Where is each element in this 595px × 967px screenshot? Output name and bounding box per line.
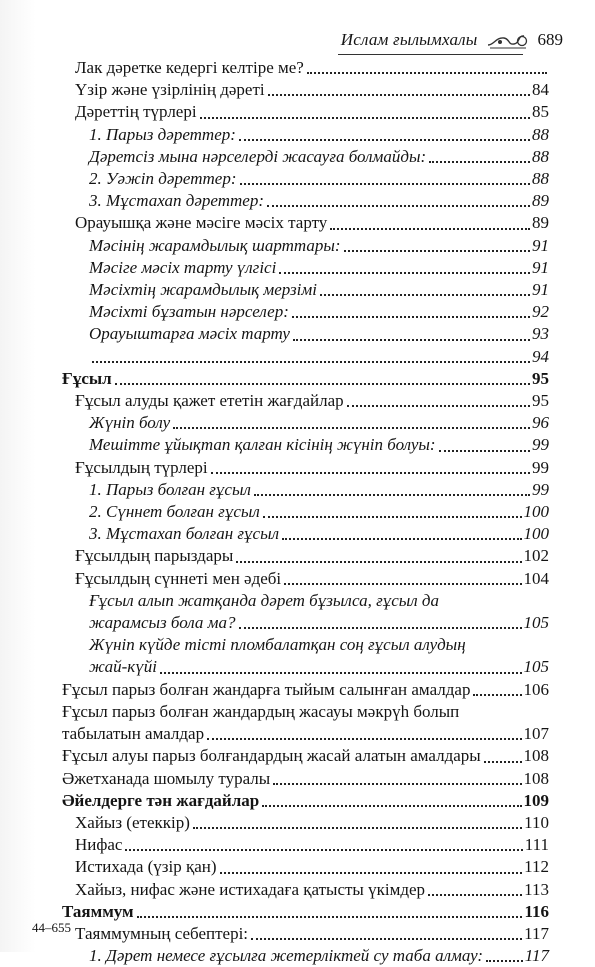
dot-leader — [263, 516, 522, 518]
toc-entry — [62, 879, 549, 901]
toc-entry-title: Ғұсыл парыз болған жандардың жасауы мәкрүһ болып — [62, 701, 460, 721]
toc-entry — [62, 945, 549, 967]
dot-leader — [268, 94, 530, 96]
toc-entry-title: 3. Мұстахап болған ғұсыл — [89, 524, 279, 544]
toc-entry-title: Мәсіге мәсіх тарту үлгісі — [89, 257, 277, 277]
toc-entry — [62, 124, 549, 146]
toc-entry-title: Ғұсыл алуды қажет ететін жағдайлар — [75, 391, 344, 411]
toc-entry-page: 89 — [532, 191, 549, 211]
toc-entry-page: 105 — [523, 613, 549, 633]
dot-leader — [262, 805, 521, 807]
toc-entry-title: Мешітте ұйықтап қалған кісінің жүніп болуы: — [89, 435, 436, 455]
dot-leader — [125, 849, 522, 851]
dot-leader — [220, 872, 523, 874]
toc-entry-title: Лак дәретке кедергі келтіре ме? — [75, 58, 304, 77]
toc-entry — [62, 212, 549, 234]
toc-entry-page: 116 — [524, 901, 549, 921]
toc-entry-title: Ғұсыл алып жатқанда дәрет бұзылса, ғұсыл да — [89, 590, 440, 610]
toc-entry — [62, 57, 549, 79]
toc-entry-title: Таяммумның себептері: — [75, 923, 249, 943]
toc-entry-page: 88 — [532, 124, 549, 144]
dot-leader — [284, 583, 521, 585]
dot-leader — [254, 494, 530, 496]
dot-leader — [267, 205, 530, 207]
toc-entry — [62, 412, 549, 434]
toc-entry-page: 88 — [532, 169, 549, 189]
header-rule — [338, 54, 523, 55]
toc-entry-title: 2. Уәжіп дәреттер: — [89, 169, 237, 189]
toc-entry — [62, 457, 549, 479]
toc-entry-title: Ғұсылдың сүннеті мен әдебі — [75, 568, 282, 588]
toc-entry — [62, 812, 549, 834]
toc-entry — [62, 568, 549, 590]
dot-leader — [137, 916, 523, 918]
dot-leader — [347, 405, 530, 407]
toc-entry-title: Әйелдерге тән жағдайлар — [62, 790, 260, 810]
dot-leader — [320, 294, 530, 296]
toc-entry-page: 99 — [532, 435, 549, 455]
toc-entry-page: 117 — [524, 946, 549, 966]
toc-entry-title: Мәсінің жарамдылық шарттары: — [89, 235, 341, 255]
dot-leader — [344, 250, 530, 252]
dot-leader — [279, 272, 530, 274]
toc-entry-page: 109 — [523, 790, 549, 810]
toc-entry-page: 91 — [532, 280, 549, 300]
toc-entry — [62, 523, 549, 545]
toc-entry-title: табылатын амалдар — [62, 724, 205, 744]
toc-entry — [62, 901, 549, 923]
toc-entry-title: Ғұсыл алуы парыз болғандардың жасай алатын амалдары — [62, 746, 481, 766]
toc-entry — [62, 856, 549, 878]
toc-entry-page: 112 — [524, 857, 549, 877]
toc-entry-title: Дәреттің түрлері — [75, 102, 197, 122]
toc-entry — [62, 235, 549, 257]
toc-entry-title: 1. Парыз дәреттер: — [89, 124, 236, 144]
page-number: 689 — [537, 30, 563, 49]
dot-leader — [239, 627, 522, 629]
dot-leader — [236, 561, 521, 563]
toc-entry-page: 84 — [532, 80, 549, 100]
toc-entry-title: 1. Дәрет немесе ғұсылға жетерліктей су таба алмау: — [89, 946, 484, 966]
toc-entry-title: Мәсіхтің жарамдылық мерзімі — [89, 280, 317, 300]
dot-leader — [473, 694, 521, 696]
toc-entry-page: 113 — [524, 879, 549, 899]
toc-entry — [62, 612, 549, 634]
dot-leader — [207, 738, 521, 740]
toc-entry-page: 85 — [532, 102, 549, 122]
toc-entry-page: 96 — [532, 413, 549, 433]
toc-entry-title: жай-күйі — [89, 657, 157, 677]
toc-entry-title: 3. Мұстахап дәреттер: — [89, 191, 264, 211]
toc-entry — [62, 923, 549, 945]
dot-leader — [330, 228, 530, 230]
toc-entry — [62, 279, 549, 301]
toc-entry — [62, 190, 549, 212]
toc-entry — [62, 768, 549, 790]
dot-leader — [173, 427, 530, 429]
toc-entry-title: Хайыз (етеккір) — [75, 812, 190, 832]
toc-entry-title: Мәсіхті бұзатын нәрселер: — [89, 302, 289, 322]
toc-entry-page: 91 — [532, 235, 549, 255]
toc-entry — [62, 301, 549, 323]
dot-leader — [92, 361, 530, 363]
toc-entry — [62, 79, 549, 101]
dot-leader — [292, 316, 530, 318]
toc-entry-page: 100 — [523, 524, 549, 544]
toc-entry-title: Истихада (үзір қан) — [75, 857, 217, 877]
toc-entry — [62, 834, 549, 856]
toc-entry-title: жарамсыз бола ма? — [89, 613, 236, 633]
toc-entry-page: 95 — [532, 391, 549, 411]
toc-entry-title: Ғұсыл — [62, 368, 112, 388]
toc-entry — [62, 368, 549, 390]
dot-leader — [115, 383, 530, 385]
table-of-contents — [62, 57, 549, 967]
print-code: 44–655 — [32, 920, 71, 935]
dot-leader — [200, 117, 530, 119]
toc-entry-page: 99 — [532, 457, 549, 477]
toc-entry — [62, 434, 549, 456]
toc-entry — [62, 634, 549, 656]
dot-leader — [429, 161, 530, 163]
toc-entry-title: Жүніп болу — [89, 413, 171, 433]
toc-entry-title: 1. Парыз болған ғұсыл — [89, 479, 251, 499]
toc-entry-page: 102 — [523, 546, 549, 566]
toc-entry-page: 93 — [532, 324, 549, 344]
toc-entry-title: Жүніп күйде тісті пломбалатқан соң ғұсыл алудың — [89, 635, 466, 655]
toc-entry-page: 117 — [524, 923, 549, 943]
toc-entry-page: 108 — [523, 746, 549, 766]
dot-leader — [486, 960, 523, 962]
dot-leader — [239, 139, 530, 141]
toc-entry — [62, 590, 549, 612]
toc-entry — [62, 479, 549, 501]
toc-entry-title: Орауыштарға мәсіх тарту — [89, 324, 290, 344]
toc-entry-page: 104 — [523, 568, 549, 588]
toc-entry — [62, 501, 549, 523]
dot-leader — [428, 894, 522, 896]
ornament-icon — [486, 29, 528, 51]
toc-entry-title: 2. Сүннет болған ғұсыл — [89, 502, 260, 522]
toc-entry — [62, 679, 549, 701]
toc-entry-page: 99 — [532, 479, 549, 499]
dot-leader — [251, 938, 522, 940]
toc-entry — [62, 390, 549, 412]
toc-entry — [62, 656, 549, 678]
dot-leader — [193, 827, 522, 829]
dot-leader — [273, 783, 521, 785]
toc-entry — [62, 545, 549, 567]
running-header — [340, 26, 563, 54]
toc-entry-title: Ғұсылдың түрлері — [75, 457, 208, 477]
dot-leader — [439, 450, 530, 452]
toc-entry-title: Дәретсіз мына нәрселерді жасауға болмайды: — [89, 146, 427, 166]
toc-entry-title: Әжетханада шомылу туралы — [62, 768, 271, 788]
toc-entry-title: Таяммум — [62, 901, 134, 921]
dot-leader — [484, 761, 522, 763]
toc-entry-title: Ғұсылдың парыздары — [75, 546, 234, 566]
toc-entry-page: 110 — [524, 812, 549, 832]
toc-entry — [62, 101, 549, 123]
dot-leader — [307, 72, 547, 74]
toc-entry-page: 92 — [532, 302, 549, 322]
toc-entry — [62, 323, 549, 345]
dot-leader — [282, 538, 522, 540]
header-title: Ислам ғылымхалы — [340, 30, 478, 49]
toc-entry-page: 100 — [523, 502, 549, 522]
dot-leader — [240, 183, 531, 185]
toc-entry-title: Нифас — [75, 835, 123, 855]
toc-entry-title: Үзір және үзірлінің дәреті — [75, 80, 265, 100]
toc-entry — [62, 168, 549, 190]
toc-entry — [62, 346, 549, 368]
toc-entry — [62, 723, 549, 745]
toc-entry — [62, 701, 549, 723]
toc-entry-page: 91 — [532, 257, 549, 277]
toc-entry-page: 95 — [532, 368, 549, 388]
toc-entry — [62, 745, 549, 767]
toc-entry-page: 94 — [532, 346, 549, 366]
dot-leader — [211, 472, 530, 474]
toc-entry — [62, 257, 549, 279]
toc-entry-page: 107 — [523, 724, 549, 744]
toc-entry-title: Орауышқа және мәсіге мәсіх тарту — [75, 213, 328, 233]
dot-leader — [293, 339, 530, 341]
toc-entry-page: 111 — [524, 835, 549, 855]
toc-entry-title: Ғұсыл парыз болған жандарға тыйым салынған амалдар — [62, 679, 471, 699]
toc-entry-title: Хайыз, нифас және истихадаға қатысты үкімдер — [75, 879, 426, 899]
toc-entry-page: 108 — [523, 768, 549, 788]
toc-entry — [62, 146, 549, 168]
dot-leader — [160, 672, 522, 674]
toc-entry — [62, 790, 549, 812]
toc-entry-page: 88 — [532, 146, 549, 166]
toc-entry-page: 105 — [523, 657, 549, 677]
toc-entry-page: 89 — [532, 213, 549, 233]
toc-entry-page: 106 — [523, 679, 549, 699]
